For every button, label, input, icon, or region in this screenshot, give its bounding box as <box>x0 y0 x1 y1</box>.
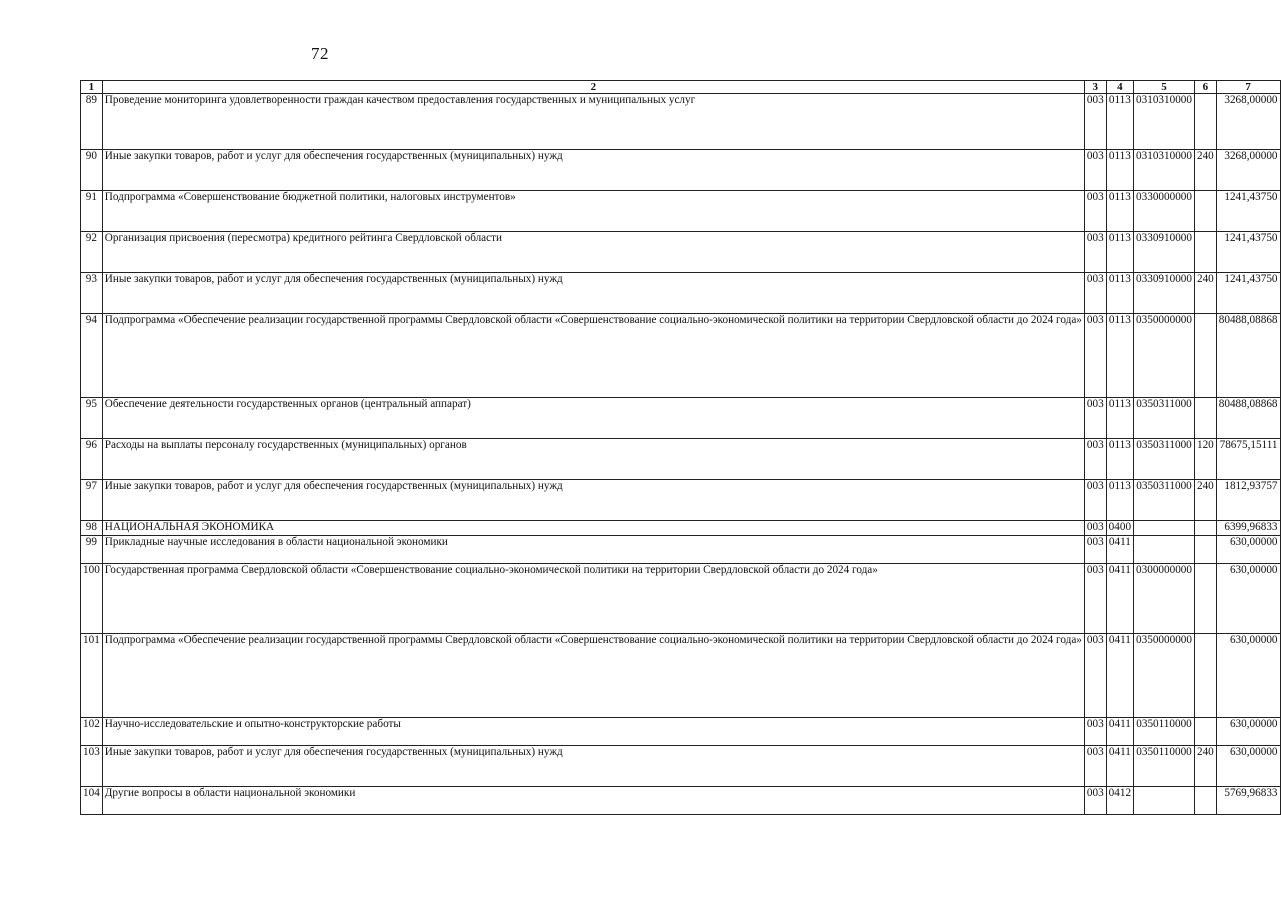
target-article-code: 0330910000 <box>1134 232 1195 273</box>
admin-code: 003 <box>1084 535 1106 563</box>
expense-name: Обеспечение деятельности государственных органов (центральный аппарат) <box>102 398 1084 439</box>
target-article-code: 0350000000 <box>1134 314 1195 398</box>
expense-type-code: 240 <box>1194 150 1216 191</box>
target-article-code: 0350000000 <box>1134 633 1195 717</box>
budget-table <box>80 80 1281 815</box>
expense-name: Организация присвоения (пересмотра) кредитного рейтинга Свердловской области <box>102 232 1084 273</box>
row-number: 98 <box>81 521 103 536</box>
section-code: 0113 <box>1106 191 1133 232</box>
expense-type-code <box>1194 398 1216 439</box>
table-row <box>81 439 1281 480</box>
target-article-code <box>1134 535 1195 563</box>
row-number: 93 <box>81 273 103 314</box>
expense-name: НАЦИОНАЛЬНАЯ ЭКОНОМИКА <box>102 521 1084 536</box>
section-code: 0113 <box>1106 480 1133 521</box>
expense-type-code <box>1194 717 1216 745</box>
target-article-code: 0350110000 <box>1134 745 1195 786</box>
target-article-code <box>1134 521 1195 536</box>
expense-type-code <box>1194 94 1216 150</box>
section-code: 0113 <box>1106 232 1133 273</box>
amount: 1241,43750 <box>1216 191 1280 232</box>
expense-type-code <box>1194 535 1216 563</box>
target-article-code: 0310310000 <box>1134 94 1195 150</box>
amount: 3268,00000 <box>1216 150 1280 191</box>
expense-type-code: 240 <box>1194 480 1216 521</box>
expense-name: Подпрограмма «Совершенствование бюджетной политики, налоговых инструментов» <box>102 191 1084 232</box>
table-header-row <box>81 81 1281 94</box>
admin-code: 003 <box>1084 150 1106 191</box>
section-code: 0412 <box>1106 786 1133 814</box>
row-number: 103 <box>81 745 103 786</box>
table-row <box>81 191 1281 232</box>
table-row <box>81 786 1281 814</box>
admin-code: 003 <box>1084 745 1106 786</box>
amount: 78675,15111 <box>1216 439 1280 480</box>
column-header: 1 <box>81 81 103 94</box>
expense-type-code <box>1194 232 1216 273</box>
section-code: 0113 <box>1106 150 1133 191</box>
section-code: 0411 <box>1106 745 1133 786</box>
row-number: 91 <box>81 191 103 232</box>
table-row <box>81 273 1281 314</box>
row-number: 104 <box>81 786 103 814</box>
expense-name: Другие вопросы в области национальной экономики <box>102 786 1084 814</box>
section-code: 0113 <box>1106 439 1133 480</box>
expense-type-code <box>1194 314 1216 398</box>
target-article-code: 0310310000 <box>1134 150 1195 191</box>
amount: 1241,43750 <box>1216 273 1280 314</box>
table-row <box>81 94 1281 150</box>
expense-type-code <box>1194 633 1216 717</box>
amount: 80488,08868 <box>1216 398 1280 439</box>
row-number: 90 <box>81 150 103 191</box>
target-article-code: 0330910000 <box>1134 273 1195 314</box>
admin-code: 003 <box>1084 94 1106 150</box>
row-number: 101 <box>81 633 103 717</box>
admin-code: 003 <box>1084 439 1106 480</box>
admin-code: 003 <box>1084 633 1106 717</box>
expense-name: Иные закупки товаров, работ и услуг для обеспечения государственных (муниципальных) нужд <box>102 150 1084 191</box>
amount: 6399,96833 <box>1216 521 1280 536</box>
section-code: 0411 <box>1106 563 1133 633</box>
amount: 1241,43750 <box>1216 232 1280 273</box>
column-header: 2 <box>102 81 1084 94</box>
admin-code: 003 <box>1084 563 1106 633</box>
table-row <box>81 745 1281 786</box>
amount: 80488,08868 <box>1216 314 1280 398</box>
row-number: 96 <box>81 439 103 480</box>
expense-type-code <box>1194 563 1216 633</box>
expense-type-code: 240 <box>1194 273 1216 314</box>
amount: 1812,93757 <box>1216 480 1280 521</box>
row-number: 95 <box>81 398 103 439</box>
row-number: 92 <box>81 232 103 273</box>
admin-code: 003 <box>1084 191 1106 232</box>
amount: 630,00000 <box>1216 535 1280 563</box>
section-code: 0411 <box>1106 633 1133 717</box>
expense-type-code <box>1194 521 1216 536</box>
table-row <box>81 563 1281 633</box>
expense-name: Иные закупки товаров, работ и услуг для обеспечения государственных (муниципальных) нужд <box>102 480 1084 521</box>
table-row <box>81 232 1281 273</box>
expense-name: Прикладные научные исследования в области национальной экономики <box>102 535 1084 563</box>
section-code: 0411 <box>1106 535 1133 563</box>
target-article-code: 0350311000 <box>1134 398 1195 439</box>
expense-name: Расходы на выплаты персоналу государственных (муниципальных) органов <box>102 439 1084 480</box>
expense-type-code: 240 <box>1194 745 1216 786</box>
row-number: 100 <box>81 563 103 633</box>
section-code: 0113 <box>1106 398 1133 439</box>
amount: 630,00000 <box>1216 563 1280 633</box>
row-number: 99 <box>81 535 103 563</box>
target-article-code: 0350311000 <box>1134 439 1195 480</box>
expense-type-code <box>1194 191 1216 232</box>
section-code: 0113 <box>1106 273 1133 314</box>
table-row <box>81 633 1281 717</box>
expense-type-code <box>1194 786 1216 814</box>
admin-code: 003 <box>1084 314 1106 398</box>
target-article-code: 0350311000 <box>1134 480 1195 521</box>
expense-name: Государственная программа Свердловской области «Совершенствование социально-экономической политики на территории Свердловской области до 2024 года» <box>102 563 1084 633</box>
table-row <box>81 717 1281 745</box>
expense-name: Иные закупки товаров, работ и услуг для обеспечения государственных (муниципальных) нужд <box>102 745 1084 786</box>
page-number: 72 <box>311 44 329 63</box>
row-number: 97 <box>81 480 103 521</box>
section-code: 0113 <box>1106 94 1133 150</box>
admin-code: 003 <box>1084 786 1106 814</box>
amount: 630,00000 <box>1216 745 1280 786</box>
target-article-code: 0300000000 <box>1134 563 1195 633</box>
section-code: 0113 <box>1106 314 1133 398</box>
table-row <box>81 314 1281 398</box>
expense-name: Научно-исследовательские и опытно-конструкторские работы <box>102 717 1084 745</box>
admin-code: 003 <box>1084 480 1106 521</box>
admin-code: 003 <box>1084 398 1106 439</box>
amount: 3268,00000 <box>1216 94 1280 150</box>
column-header: 4 <box>1106 81 1133 94</box>
target-article-code: 0330000000 <box>1134 191 1195 232</box>
amount: 630,00000 <box>1216 717 1280 745</box>
column-header: 7 <box>1216 81 1280 94</box>
table-row <box>81 480 1281 521</box>
expense-name: Подпрограмма «Обеспечение реализации государственной программы Свердловской области «Совершенствование социально-экономической политики на территории Свердловской области до 2024 года» <box>102 314 1084 398</box>
table-row <box>81 398 1281 439</box>
row-number: 94 <box>81 314 103 398</box>
expense-name: Проведение мониторинга удовлетворенности граждан качеством предоставления государственных и муниципальных услуг <box>102 94 1084 150</box>
table-row <box>81 150 1281 191</box>
table-row <box>81 521 1281 536</box>
target-article-code <box>1134 786 1195 814</box>
row-number: 102 <box>81 717 103 745</box>
column-header: 5 <box>1134 81 1195 94</box>
admin-code: 003 <box>1084 273 1106 314</box>
row-number: 89 <box>81 94 103 150</box>
expense-name: Иные закупки товаров, работ и услуг для обеспечения государственных (муниципальных) нужд <box>102 273 1084 314</box>
table-row <box>81 535 1281 563</box>
expense-name: Подпрограмма «Обеспечение реализации государственной программы Свердловской области «Совершенствование социально-экономической политики на территории Свердловской области до 2024 года» <box>102 633 1084 717</box>
admin-code: 003 <box>1084 232 1106 273</box>
amount: 630,00000 <box>1216 633 1280 717</box>
admin-code: 003 <box>1084 521 1106 536</box>
target-article-code: 0350110000 <box>1134 717 1195 745</box>
column-header: 6 <box>1194 81 1216 94</box>
column-header: 3 <box>1084 81 1106 94</box>
expense-type-code: 120 <box>1194 439 1216 480</box>
amount: 5769,96833 <box>1216 786 1280 814</box>
section-code: 0411 <box>1106 717 1133 745</box>
admin-code: 003 <box>1084 717 1106 745</box>
section-code: 0400 <box>1106 521 1133 536</box>
